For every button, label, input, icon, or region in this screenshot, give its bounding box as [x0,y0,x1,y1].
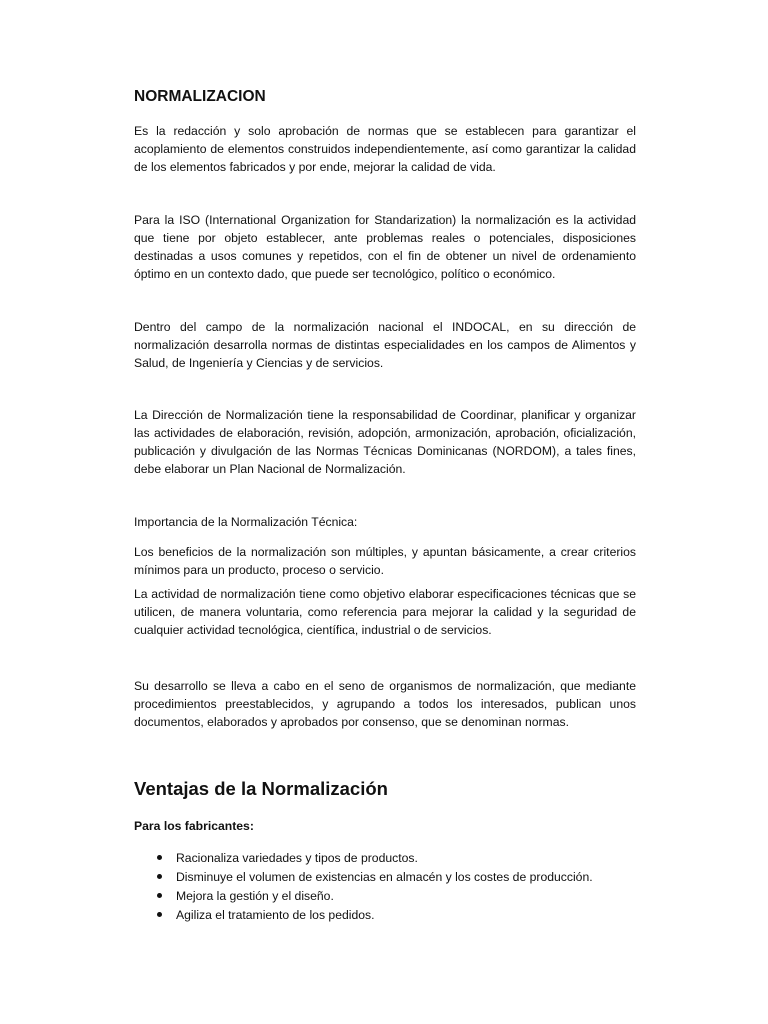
list-item-text: Disminuye el volumen de existencias en almacén y los costes de producción. [176,870,593,884]
paragraph-actividad: La actividad de normalización tiene como objetivo elaborar especificaciones técnicas que se utilicen, de manera voluntaria, como referencia para mejorar la calidad y la seguridad de cualquier actividad tecnológica, científica, industrial o de servicios. [134,587,636,637]
paragraph-definition: Es la redacción y solo aprobación de normas que se establecen para garantizar el acoplamiento de elementos construidos independientemente, así como garantizar la calidad de los elementos fabricados y por ende, mejorar la calidad de vida. [134,124,636,174]
bullet-icon [157,893,162,898]
list-item [176,906,375,924]
paragraph-indocal: Dentro del campo de la normalización nacional el INDOCAL, en su dirección de normalización desarrolla normas de distintas especialidades en los campos de Alimentos y Salud, de Ingeniería y Ciencias y de servicios. [134,320,636,370]
section-title: Ventajas de la Normalización [134,778,388,799]
paragraph-direccion: La Dirección de Normalización tiene la responsabilidad de Coordinar, planificar y organizar las actividades de elaboración, revisión, adopción, armonización, aprobación, oficialización, publicación y divulgación de las Normas Técnicas Dominicanas (NORDOM), a tales fines, debe elaborar un Plan Nacional de Normalización. [134,408,636,476]
subheading-fabricantes: Para los fabricantes: [134,819,254,833]
list-item-text: Racionaliza variedades y tipos de productos. [176,851,418,865]
list-item [176,868,593,886]
paragraph-beneficios: Los beneficios de la normalización son múltiples, y apuntan básicamente, a crear criterios mínimos para un producto, proceso o servicio. [134,545,636,577]
paragraph-iso: Para la ISO (International Organization for Standarization) la normalización es la actividad que tiene por objeto establecer, ante problemas reales o potenciales, disposiciones destinadas a usos comunes y repetidos, con el fin de obtener un nivel de ordenamiento óptimo en un contexto dado, que puede ser tecnológico, político o económico. [134,213,636,281]
bullet-icon [157,912,162,917]
list-item [176,887,334,905]
list-item [176,849,418,867]
bullet-icon [157,855,162,860]
paragraph-importancia: Importancia de la Normalización Técnica: [134,515,358,529]
paragraph-desarrollo: Su desarrollo se lleva a cabo en el seno de organismos de normalización, que mediante procedimientos preestablecidos, y agrupando a todos los interesados, publican unos documentos, elaborados y aprobados por consenso, que se denominan normas. [134,679,636,729]
list-item-text: Agiliza el tratamiento de los pedidos. [176,908,375,922]
document-title: NORMALIZACION [134,88,266,105]
bullet-icon [157,874,162,879]
list-item-text: Mejora la gestión y el diseño. [176,889,334,903]
